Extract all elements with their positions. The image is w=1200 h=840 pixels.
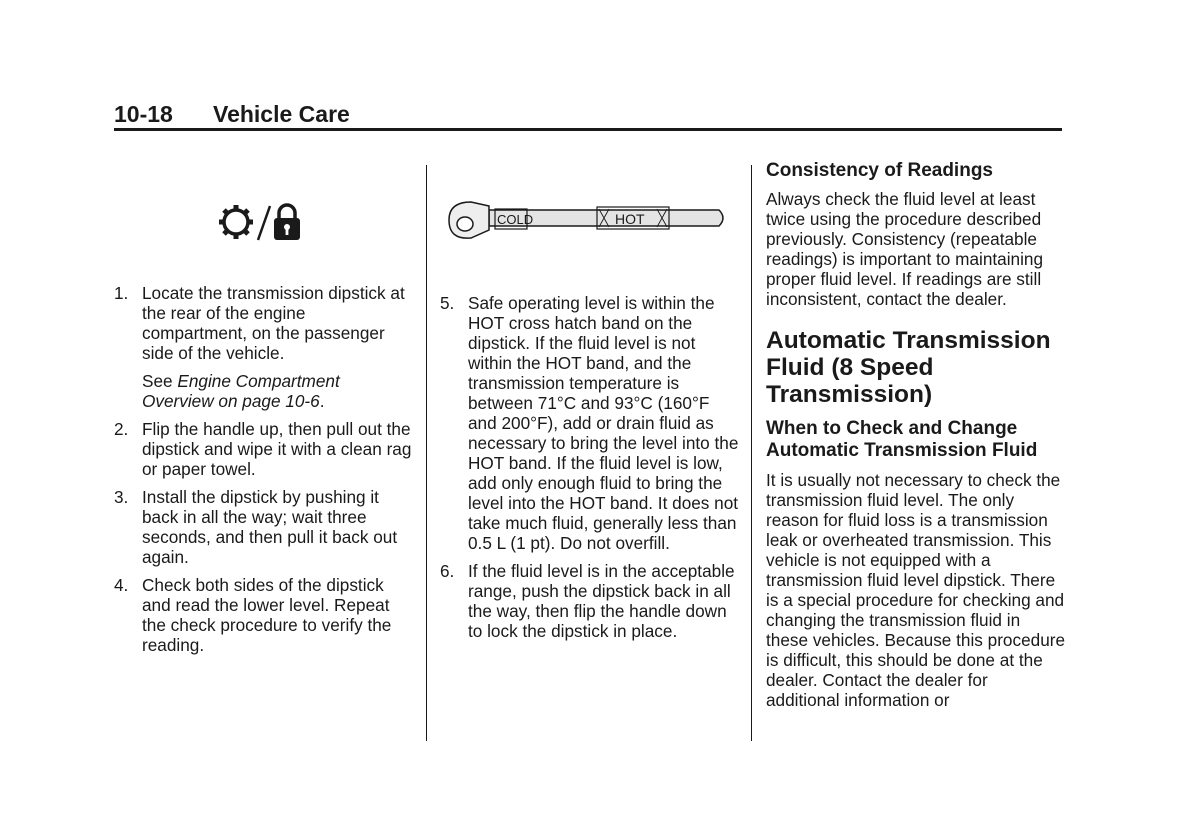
step-text: If the fluid level is in the acceptable range, push the dipstick back in all the way, then flip the handle down to lock the dipstick in place. — [468, 561, 735, 641]
step-number: 1. — [114, 283, 129, 303]
slash-divider — [258, 206, 270, 240]
step-text: Locate the transmission dipstick at the rear of the engine compartment, on the passenger side of the vehicle. — [142, 283, 405, 363]
paragraph: It is usually not necessary to check the transmission fluid level. The only reason for fluid loss is a transmission leak or overheated transmission. This vehicle is not equipped with a transmission fluid level dipstick. There is a special procedure for checking and changing the transmission fluid in these vehicles. Because this procedure is difficult, this should be done at the dealer. Contact the dealer for additional information or — [766, 470, 1066, 710]
step-text: Flip the handle up, then pull out the dipstick and wipe it with a clean rag or paper towel. — [142, 419, 412, 479]
subheading-consistency: Consistency of Readings — [766, 160, 993, 181]
step-text: Safe operating level is within the HOT cross hatch band on the dipstick. If the fluid level is not within the HOT band, and the transmission temperature is between 71°C and 93°C (160°F and 200°F), add or drain fluid as necessary to bring the level into the HOT band. If the fluid level is low, add only enough fluid to bring the level into the HOT band. It does not take much fluid, generally less than 0.5 L (1 pt). Do not overfill. — [468, 293, 739, 553]
dipstick-illustration — [447, 196, 727, 246]
transmission-lock-icon — [216, 200, 312, 244]
section-title: Vehicle Care — [213, 101, 350, 127]
step-text: Check both sides of the dipstick and read the lower level. Repeat the check procedure to verify the reading. — [142, 575, 392, 655]
step-number: 5. — [440, 293, 455, 313]
paragraph: Always check the fluid level at least twice using the procedure described previously. Consistency (repeatable readings) is important to maintaining proper fluid level. If readings are still inconsistent, contact the dealer. — [766, 189, 1044, 309]
cold-label: COLD — [497, 212, 534, 227]
column-divider — [426, 165, 427, 741]
step-item — [114, 487, 414, 567]
procedure-steps-list — [114, 283, 414, 663]
header-rule — [114, 128, 1062, 131]
see-suffix: . — [319, 391, 325, 411]
step-item — [440, 293, 740, 553]
step-text: Install the dipstick by pushing it back in all the way; wait three seconds, and then pull it back out again. — [142, 487, 398, 567]
step-number: 6. — [440, 561, 455, 581]
step-number: 2. — [114, 419, 129, 439]
step-item — [440, 561, 740, 641]
lock-icon — [274, 205, 300, 240]
subheading-when-to-check: When to Check and Change Automatic Transmission Fluid — [766, 418, 1038, 461]
gear-icon — [219, 205, 253, 239]
cross-reference — [142, 371, 414, 411]
see-prefix: See — [142, 371, 178, 391]
step-item — [114, 575, 414, 655]
heading-transmission-fluid: Automatic Transmission Fluid (8 Speed Transmission) — [766, 327, 1051, 408]
step-item — [114, 283, 414, 411]
right-column — [766, 160, 1066, 710]
step-number: 3. — [114, 487, 129, 507]
step-item — [114, 419, 414, 479]
page-number: 10-18 — [114, 101, 173, 127]
procedure-steps-list — [440, 293, 740, 649]
column-divider — [751, 165, 752, 741]
hot-label: HOT — [615, 211, 645, 227]
step-number: 4. — [114, 575, 129, 595]
cross-reference-link[interactable]: Engine Compartment Overview on page 10-6 — [142, 371, 340, 411]
